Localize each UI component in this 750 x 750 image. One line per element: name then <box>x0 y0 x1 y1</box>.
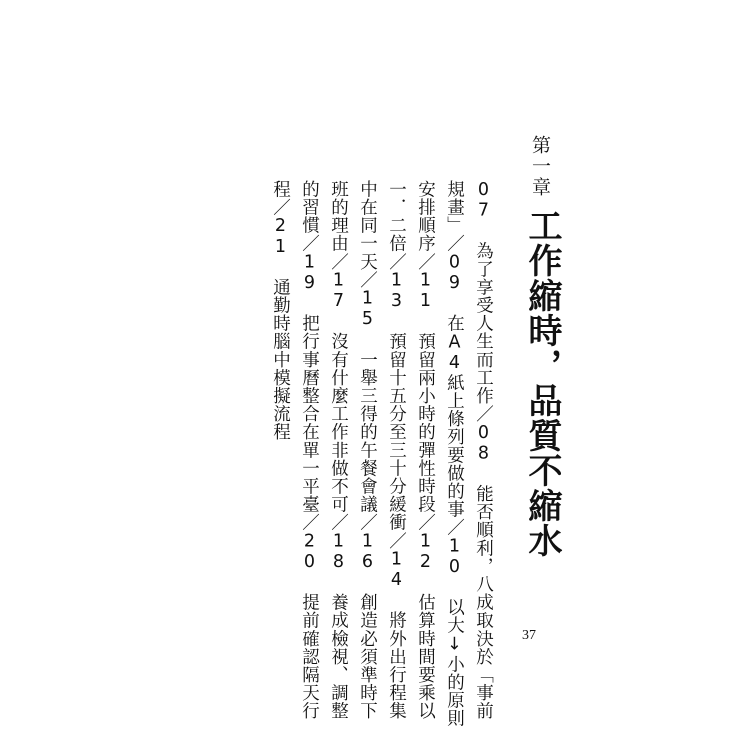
toc-line: 安排順序／11 預留兩小時的彈性時段／12 估算時間要乘以 <box>415 180 436 720</box>
chapter-title: 工作縮時，品質不縮水 <box>522 208 562 558</box>
toc-line: 一．二倍／13 預留十五分至三十分緩衝／14 將外出行程集 <box>386 180 407 720</box>
toc-line: 的習慣／19 把行事曆整合在單一平臺／20 提前確認隔天行 <box>299 180 320 720</box>
toc-line: 中在同一天／15 一舉三得的午餐會議／16 創造必須準時下 <box>357 180 378 720</box>
page-number: 37 <box>522 628 536 643</box>
toc-line: 規畫」／09 在A4紙上條列要做的事／10 以大↓小的原則 <box>444 180 465 728</box>
toc-line: 07 為了享受人生而工作／08 能否順利，八成取決於「事前 <box>473 180 494 720</box>
toc-line: 班的理由／17 沒有什麼工作非做不可／18 養成檢視、調整 <box>328 180 349 720</box>
chapter-label: 第一章 <box>529 135 551 198</box>
toc-line-last: 程／21 通勤時腦中模擬流程 <box>270 180 291 441</box>
